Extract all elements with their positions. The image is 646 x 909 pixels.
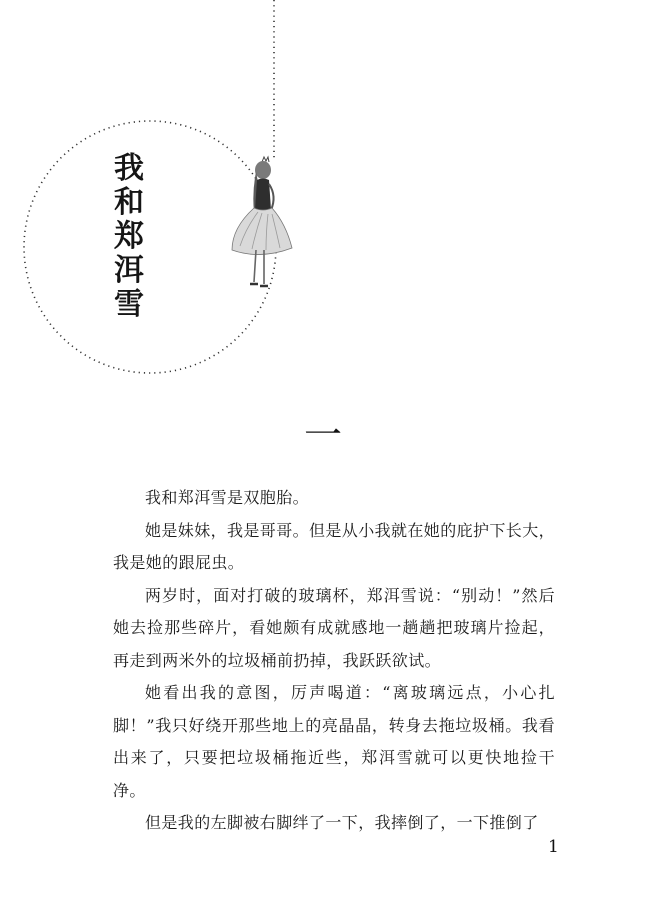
paragraph: 但是我的左脚被右脚绊了一下，我摔倒了，一下推倒了 [145,813,539,832]
chapter-title: 我和郑洱雪 [114,151,144,322]
body-text [113,482,555,840]
legs [254,250,264,284]
paragraph: 两岁时，面对打破的玻璃杯，郑洱雪说：“别动！”然后她去捡那些碎片，看她颇有成就感地一趟趟把玻璃片捡起，再走到两米外的垃圾桶前扔掉，我跃跃欲试。 [113,585,555,670]
bodice [255,179,271,212]
dotted-circle-decoration [0,0,646,420]
skirt [232,208,292,255]
girl-illustration [226,150,296,300]
paragraph: 她是妹妹，我是哥哥。但是从小我就在她的庇护下长大，我是她的跟屁虫。 [113,520,556,572]
paragraph: 她看出我的意图，厉声喝道：“离玻璃远点，小心扎脚！”我只好绕开那些地上的亮晶晶，转身去拖垃圾桶。我看出来了，只要把垃圾桶拖近些，郑洱雪就可以更快地捡干净。 [113,683,555,800]
head [255,161,271,179]
section-number: 一 [303,413,342,457]
page-number: 1 [548,837,559,857]
paragraph: 我和郑洱雪是双胞胎。 [145,488,310,507]
shoes [250,284,268,286]
